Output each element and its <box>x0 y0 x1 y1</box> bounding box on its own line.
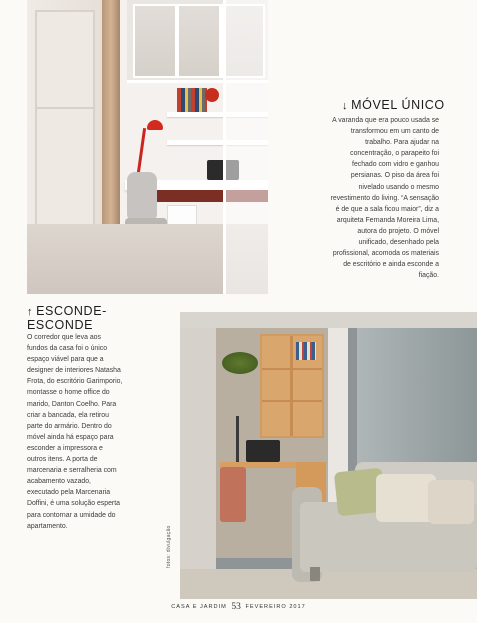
hallway-home-office-photo <box>180 312 477 599</box>
page-footer <box>0 602 477 612</box>
arrow-down-icon: ↓ <box>342 100 349 112</box>
arrow-up-icon: ↑ <box>27 306 34 318</box>
section-body-esconde-esconde: O corredor que leva aos fundos da casa foi o único espaço viável para que a designer de interiores Natasha Frota, do escritório Garimporio, montasse o home office do marido, Danton Coelho. Para criar a bancada, ela retirou parte do armário. Dentro do móvel ainda há espaço para esconder a impressora e outros itens. A porta de marcenaria e serralheria com acabamento vazado, executado pela Marcenaria Doffini, é uma solução esperta para contornar a umidade do apartamento. <box>27 334 123 530</box>
home-office-balcony-photo <box>27 0 268 294</box>
issue-date: FEVEREIRO 2017 <box>245 604 306 610</box>
section-body-movel-unico: A varanda que era pouco usada se transformou em um canto de trabalho. Para ajudar na concentração, o parapeito foi fechado com vidro e ganhou persianas. O piso da área foi nivelado usando o mesmo revestimento do living. “A sensação é de que a sala ficou maior”, diz a arquiteta Fernanda Moreira Lima, autora do projeto. O móvel unificado, desenhado pela profissional, acomoda os materiais de escritório e ainda esconde a fiação. <box>330 117 439 280</box>
section-title: MÓVEL ÚNICO <box>351 98 445 112</box>
magazine-name: CASA E JARDIM <box>171 604 227 610</box>
photo-credit: fotos: divulgação <box>166 525 172 568</box>
section-title-line2: ESCONDE <box>27 318 94 332</box>
section-heading-esconde-esconde <box>27 305 107 332</box>
section-heading-movel-unico <box>342 98 445 112</box>
section-title-line1: ESCONDE- <box>36 304 107 318</box>
page-number: 53 <box>231 602 241 612</box>
